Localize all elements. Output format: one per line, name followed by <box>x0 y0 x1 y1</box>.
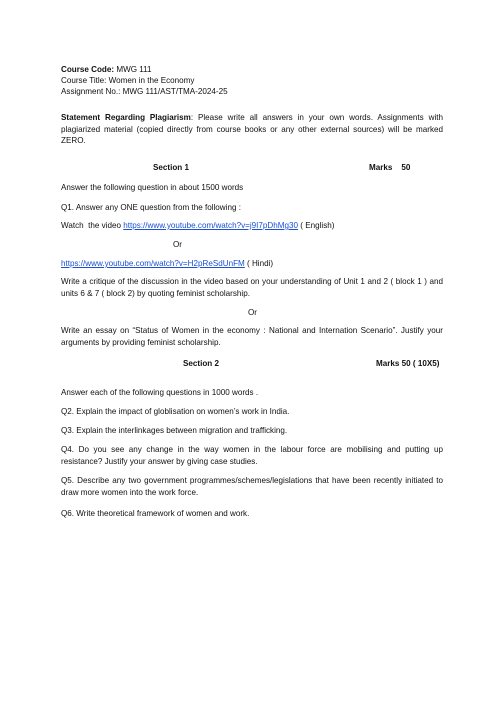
section-1-instruction: Answer the following question in about 1500 words <box>61 183 244 192</box>
watch-prefix: Watch the video <box>61 221 124 230</box>
assignment-number: Assignment No.: MWG 111/AST/TMA-2024-25 <box>61 87 228 96</box>
video-hindi-suffix: ( Hindi) <box>244 259 274 268</box>
section-2-title: Section 2 <box>183 359 219 368</box>
question-2: Q2. Explain the impact of globlisation on women’s work in India. <box>61 407 290 416</box>
or-separator-2: Or <box>248 308 257 317</box>
question-1: Q1. Answer any ONE question from the following : <box>61 203 241 212</box>
question-5: Q5. Describe any two government programmes/schemes/legislations that have been recently initiated to draw more women into the work force. <box>61 476 443 497</box>
video-line-english <box>61 220 334 231</box>
section-1-marks: Marks 50 <box>369 163 411 172</box>
section-2-marks: Marks 50 ( 10X5) <box>376 359 440 368</box>
section-2-instruction: Answer each of the following questions in 1000 words . <box>61 388 259 397</box>
video-link-english[interactable]: https://www.youtube.com/watch?v=j9I7pDhMg30 <box>123 221 299 230</box>
plagiarism-statement <box>61 112 443 147</box>
question-3: Q3. Explain the interlinkages between migration and trafficking. <box>61 426 288 435</box>
video-line-hindi <box>61 258 273 269</box>
critique-question: Write a critique of the discussion in the video based on your understanding of Unit 1 and 2 ( block 1 ) and units 6 & 7 ( block 2) by quoting feminist scholarship. <box>61 277 443 298</box>
video-link-hindi[interactable]: https://www.youtube.com/watch?v=H2pReSdUnFM <box>61 259 245 268</box>
question-4: Q4. Do you see any change in the way women in the labour force are mobilising and putting up resistance? Justify your answer by giving case studies. <box>61 445 443 466</box>
course-code-label: Course Code: <box>61 65 115 74</box>
plagiarism-text: : Please write all answers in your own words. Assignments with plagiarized material (copied directly from course books or any other external sources) will be marked ZERO. <box>61 113 443 146</box>
video-english-suffix: ( English) <box>298 221 335 230</box>
plagiarism-label: Statement Regarding Plagiarism <box>61 113 191 122</box>
course-title: Course Title: Women in the Economy <box>61 76 195 85</box>
question-6: Q6. Write theoretical framework of women and work. <box>61 509 250 518</box>
section-1-title: Section 1 <box>153 163 189 172</box>
course-code-value: MWG 111 <box>114 65 152 74</box>
course-code <box>61 64 152 75</box>
or-separator-1: Or <box>173 240 182 249</box>
essay-question: Write an essay on “Status of Women in the economy : National and Internation Scenario”. Justify your arguments by providing feminist scholarship. <box>61 326 443 347</box>
